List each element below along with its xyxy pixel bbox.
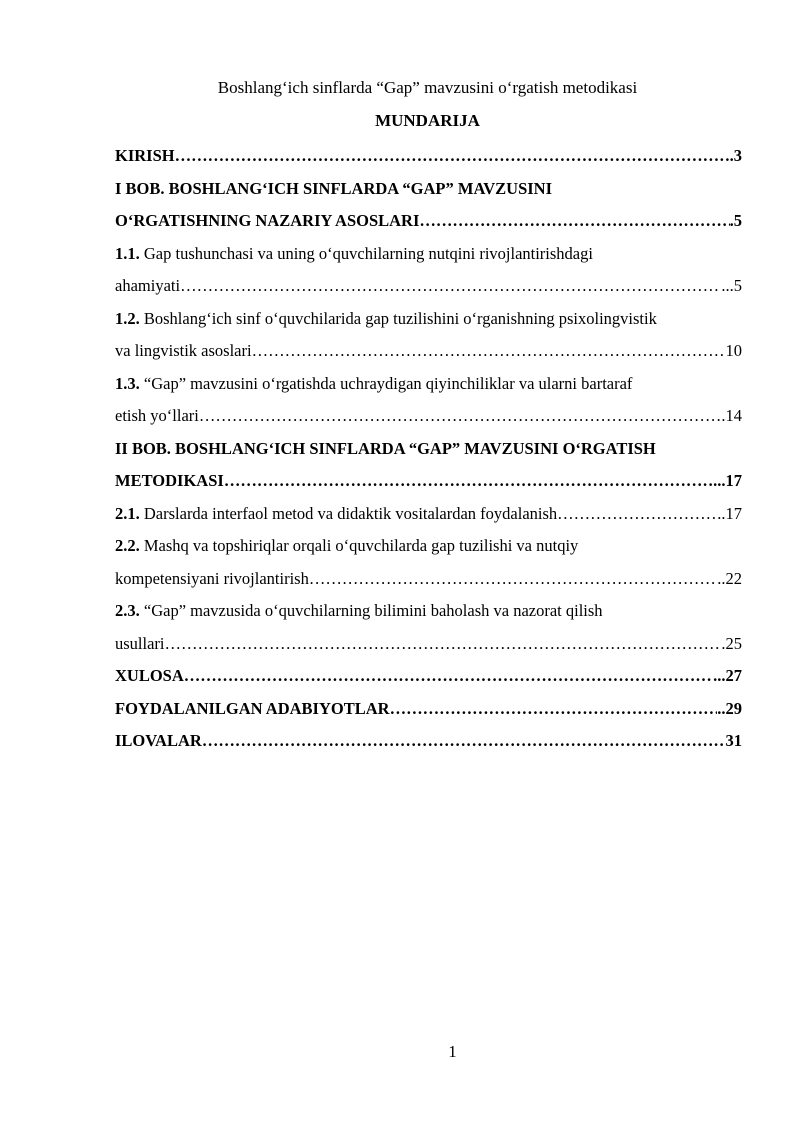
toc-page-number: 31 xyxy=(725,731,742,750)
dot-leader xyxy=(202,725,726,758)
section-number: 2.2. xyxy=(115,536,140,555)
section-number: 1.1. xyxy=(115,243,140,263)
toc-page-number: ...5 xyxy=(721,276,742,295)
dot-leader xyxy=(180,270,721,303)
toc-entry-2-1[interactable] xyxy=(115,498,742,531)
document-title: Boshlang‘ich sinflarda “Gap” mavzusini o‘rgatish metodikasi xyxy=(217,78,638,97)
toc-entry-ilovalar[interactable] xyxy=(115,725,742,758)
toc-entry-1-2-line1[interactable] xyxy=(115,303,742,336)
toc-entry-2-3-line1[interactable] xyxy=(115,595,742,628)
toc-entry-label: kompetensiyani rivojlantirish xyxy=(115,568,309,588)
toc-entry-label: FOYDALANILGAN ADABIYOTLAR xyxy=(115,698,390,718)
dot-leader xyxy=(419,205,729,238)
toc-entry-1-2[interactable] xyxy=(115,335,742,368)
section-title: Gap tushunchasi va uning o‘quvchilarning nutqini rivojlantirishdagi xyxy=(143,243,593,263)
toc-page-number: ..17 xyxy=(717,503,742,523)
toc-entry-bob2-line1[interactable]: II BOB. BOSHLANG‘ICH SINFLARDA “GAP” MAVZUSINI O‘RGATISH xyxy=(115,438,656,458)
dot-leader xyxy=(309,563,717,596)
dot-leader xyxy=(199,400,722,433)
toc-entry-label: va lingvistik asoslari xyxy=(115,341,252,360)
page-number: 1 xyxy=(448,1042,457,1061)
dot-leader xyxy=(224,465,713,498)
toc-entry-label: usullari xyxy=(115,633,165,653)
toc-entry-1-1-line1[interactable] xyxy=(115,238,742,271)
toc-entry-label: METODIKASI xyxy=(115,471,224,490)
toc-entry-xulosa[interactable] xyxy=(115,660,742,693)
section-number: 1.2. xyxy=(115,308,140,328)
dot-leader xyxy=(252,335,726,368)
dot-leader xyxy=(184,660,713,693)
toc-heading: MUNDARIJA xyxy=(375,111,480,130)
toc-entry-bob1-line1[interactable]: I BOB. BOSHLANG‘ICH SINFLARDA “GAP” MAVZUSINI xyxy=(115,178,553,198)
section-title: “Gap” mavzusida o‘quvchilarning bilimini baholash va nazorat qilish xyxy=(143,601,603,620)
toc-entry-label xyxy=(115,498,557,531)
toc-page-number: .25 xyxy=(721,633,742,653)
toc-entry-label: ILOVALAR xyxy=(115,731,202,750)
section-number: 1.3. xyxy=(115,373,140,393)
toc-page-number: .14 xyxy=(721,406,742,425)
section-title: Darslarda interfaol metod va didaktik vositalardan foydalanish xyxy=(143,503,558,523)
toc-page-number: 10 xyxy=(725,341,742,360)
toc-page-number: ...27 xyxy=(713,666,742,685)
toc-entry-label: XULOSA xyxy=(115,666,184,685)
toc-entry-label: O‘RGATISHNING NAZARIY ASOSLARI xyxy=(115,211,420,230)
toc-entry-1-3[interactable] xyxy=(115,400,742,433)
toc-entry-bob1[interactable] xyxy=(115,205,742,238)
toc-page-number: .3 xyxy=(729,146,742,165)
section-title: Boshlang‘ich sinf o‘quvchilarida gap tuzilishini o‘rganishning psixolingvistik xyxy=(143,308,657,328)
toc-page-number: ..29 xyxy=(717,698,742,718)
toc-entry-1-3-line1[interactable] xyxy=(115,368,742,401)
section-title: Mashq va topshiriqlar orqali o‘quvchilarda gap tuzilishi va nutqiy xyxy=(143,536,579,555)
toc-entry-2-2-line1[interactable] xyxy=(115,530,742,563)
toc-page-number: ..22 xyxy=(717,568,742,588)
toc-page-number: ...17 xyxy=(713,471,742,490)
toc-entry-label: etish yo‘llari xyxy=(115,406,199,425)
toc-entry-adabiyotlar[interactable] xyxy=(115,693,742,726)
dot-leader xyxy=(175,140,730,173)
toc-page-number: .5 xyxy=(729,211,742,230)
section-number: 2.1. xyxy=(115,503,140,523)
dot-leader xyxy=(390,693,718,726)
toc-entry-2-2[interactable] xyxy=(115,563,742,596)
toc-entry-label: KIRISH xyxy=(115,146,175,165)
table-of-contents xyxy=(115,140,742,758)
toc-entry-1-1[interactable] xyxy=(115,270,742,303)
toc-entry-bob2[interactable] xyxy=(115,465,742,498)
section-title: “Gap” mavzusini o‘rgatishda uchraydigan qiyinchiliklar va ularni bartaraf xyxy=(143,373,633,393)
toc-entry-kirish[interactable] xyxy=(115,140,742,173)
dot-leader xyxy=(557,498,717,531)
section-number: 2.3. xyxy=(115,601,140,620)
toc-entry-2-3[interactable] xyxy=(115,628,742,661)
dot-leader xyxy=(165,628,722,661)
toc-entry-label: ahamiyati xyxy=(115,276,181,295)
